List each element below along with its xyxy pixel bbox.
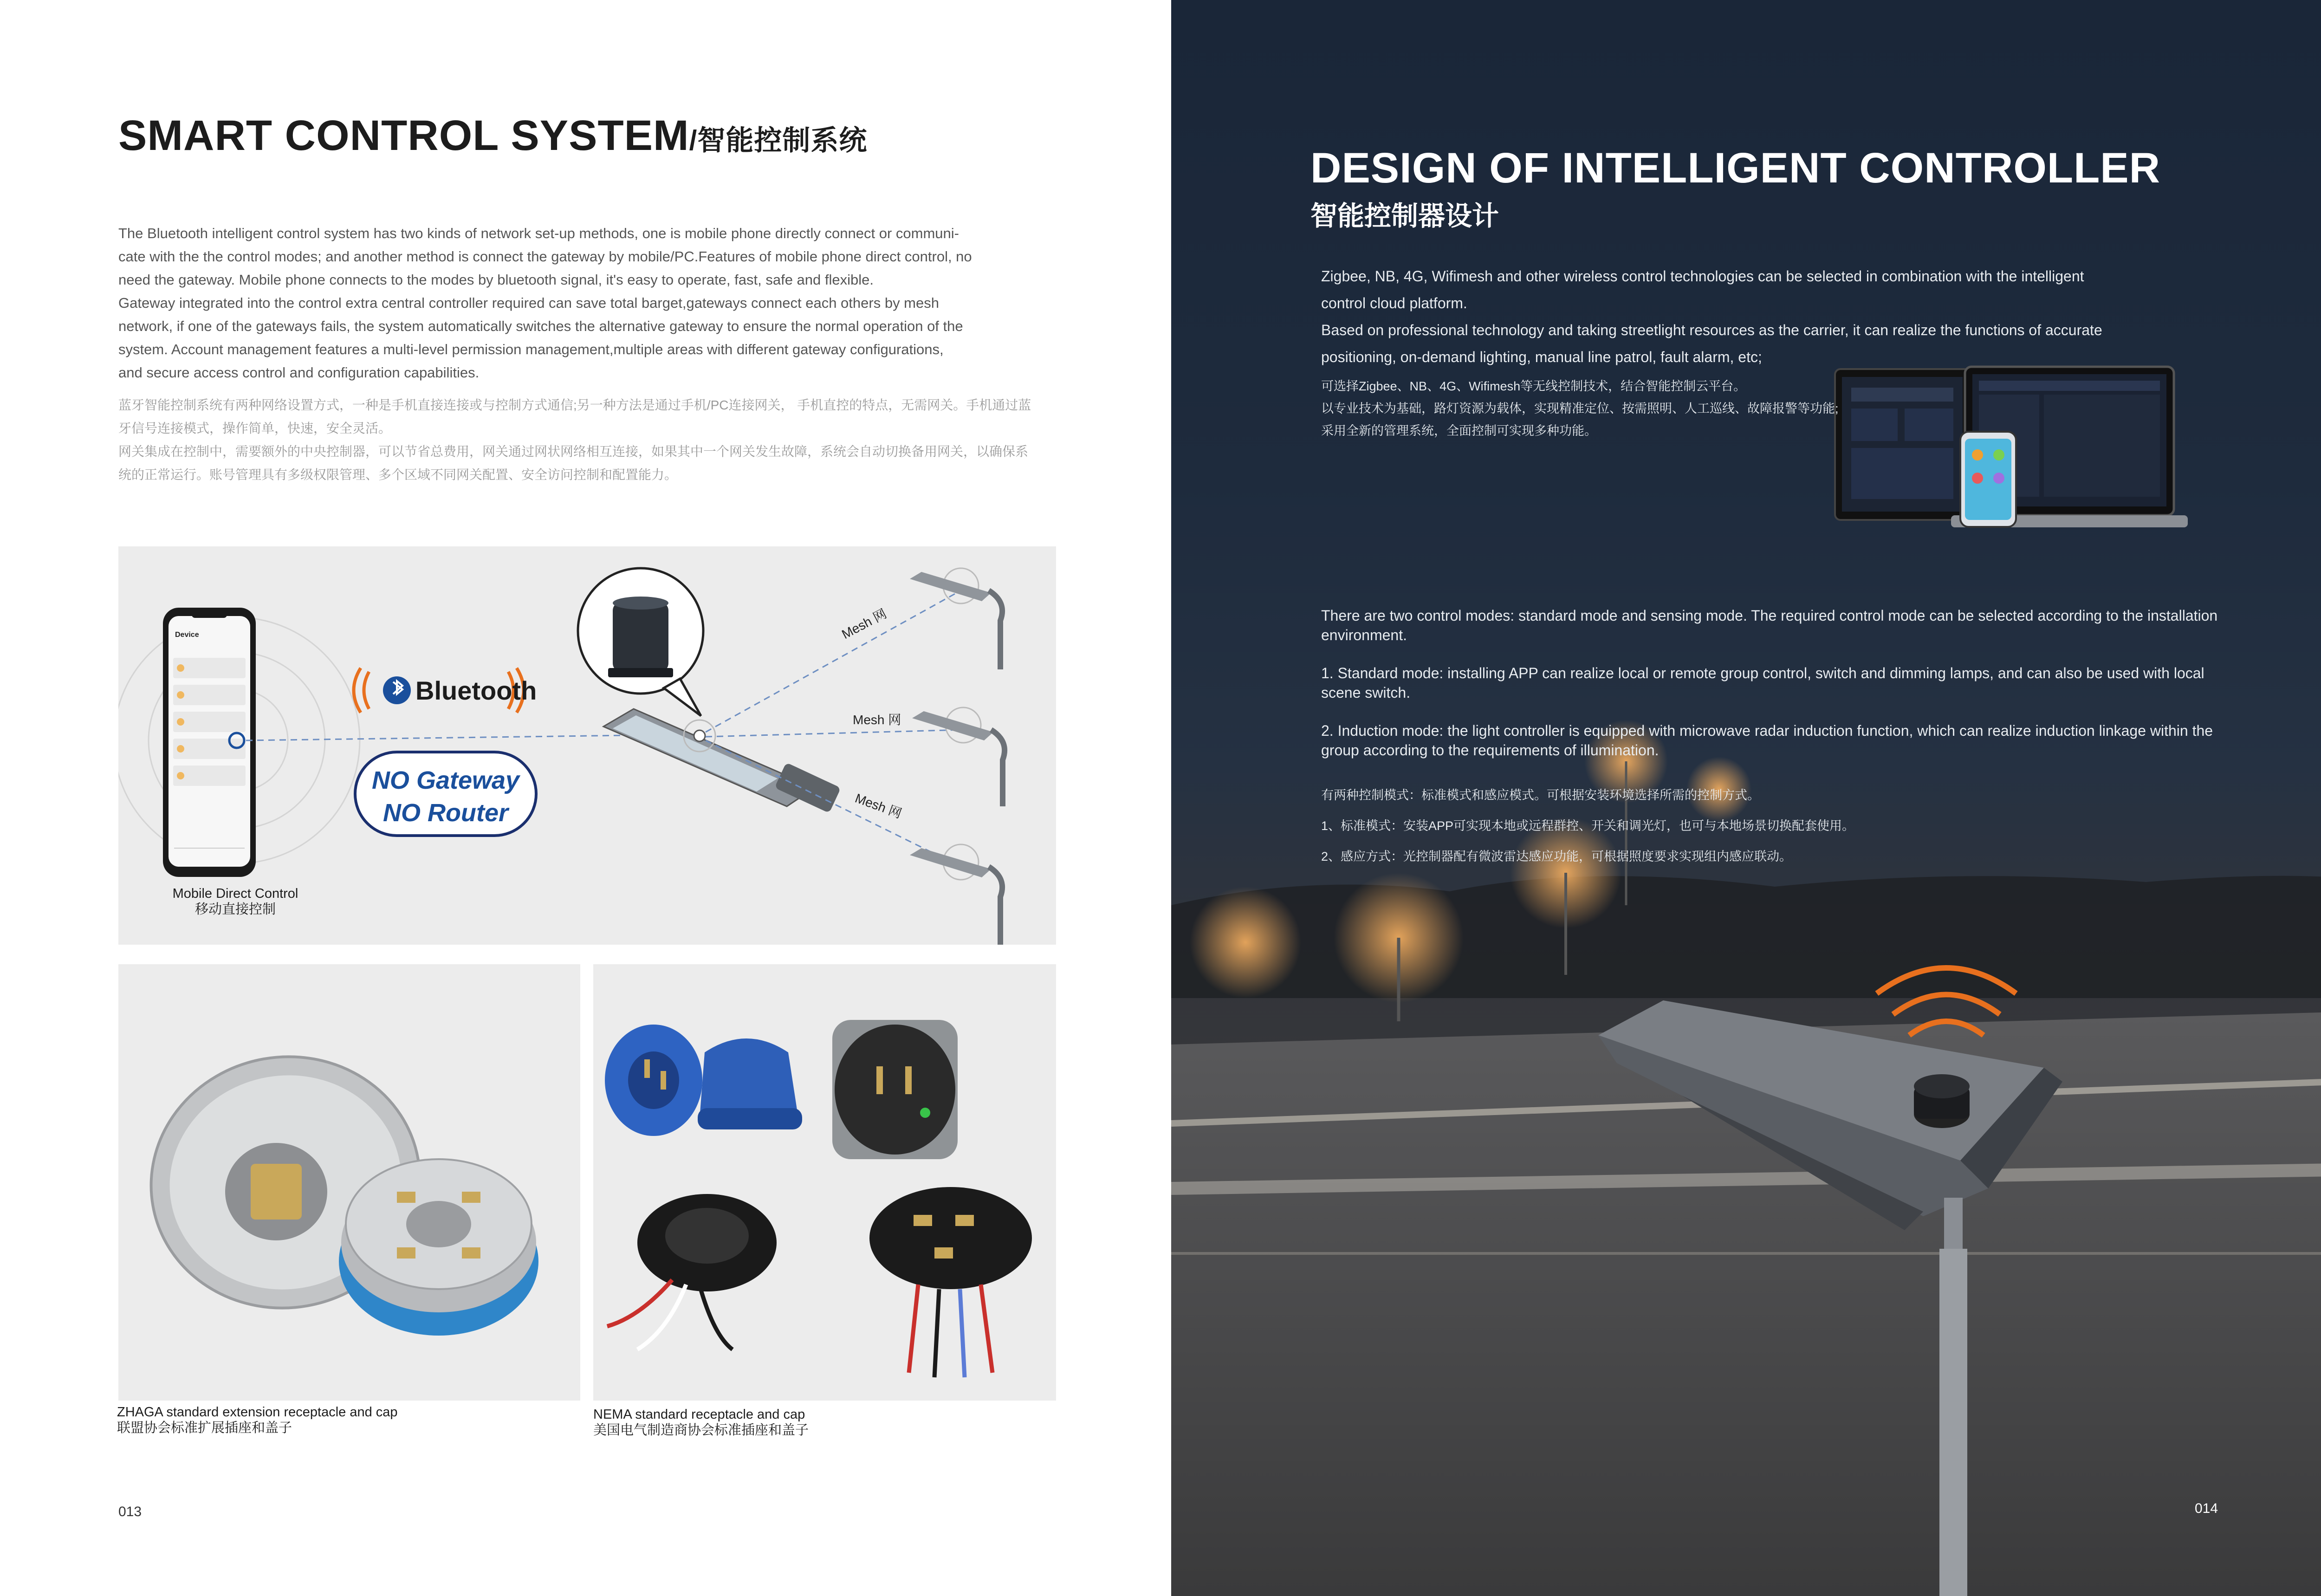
page-number-right: 014	[2195, 1501, 2218, 1516]
platform-intro-cn	[1321, 375, 1906, 442]
platform-intro-en-line: Zigbee, NB, 4G, Wifimesh and other wireless control technologies can be selected in combination with the intelligent	[1321, 268, 2084, 285]
phone-caption	[168, 886, 303, 917]
modes-overview: There are two control modes: standard mode and sensing mode. The required control mode can be selected according to the installation environment.	[1321, 607, 2218, 643]
nema-caption-en: NEMA standard receptacle and cap	[593, 1407, 805, 1422]
control-diagram-panel	[118, 546, 1056, 945]
page-number-left: 013	[118, 1504, 142, 1519]
nema-illustration	[593, 964, 1056, 1401]
nema-panel	[593, 964, 1056, 1401]
intro-cn-line: 牙信号连接模式，操作简单，快速，安全灵活。	[118, 421, 392, 435]
platform-intro-cn-line: 可选择Zigbee、NB、4G、Wifimesh等无线控制技术，结合智能控制云平台。	[1321, 379, 1746, 393]
title-cn: 智能控制系统	[697, 125, 868, 156]
intro-cn	[118, 394, 1056, 487]
intro-en	[118, 222, 1056, 384]
platform-intro-en	[1321, 263, 2217, 370]
control-diagram	[118, 546, 1056, 945]
intro-en-line: system. Account management features a multi-level permission management,multiple areas with different gateway configurations,	[118, 341, 944, 357]
streetlight-middle	[912, 707, 1005, 806]
platform-intro-en-line: Based on professional technology and taking streetlight resources as the carrier, it can realize the functions of accurate	[1321, 322, 2102, 338]
right-page	[1171, 0, 2321, 1596]
platform-intro-cn-line: 以专业技术为基础，路灯资源为载体，实现精准定位、按需照明、人工巡线、故障报警等功能;	[1321, 402, 1839, 415]
intro-en-line: The Bluetooth intelligent control system has two kinds of network set-up methods, one is mobile phone directly connect or communi-	[118, 225, 959, 241]
intro-en-line: cate with the the control modes; and another method is connect the gateway by mobile/PC.Features of mobile phone direct control, no	[118, 248, 972, 265]
intro-cn-line: 统的正常运行。账号管理具有多级权限管理、多个区域不同网关配置、安全访问控制和配置能力。	[118, 467, 678, 482]
intro-en-line: and secure access control and configuration capabilities.	[118, 364, 480, 381]
bluetooth-label: Bluetooth	[415, 676, 537, 705]
right-subtitle: 智能控制器设计	[1310, 201, 1499, 231]
zhaga-panel	[118, 964, 580, 1401]
phone-illustration	[163, 608, 256, 877]
induction-mode: 2. Induction mode: the light controller is equipped with microwave radar induction function, which can realize induction linkage within the group according to the requirements of illumination.	[1321, 722, 2213, 759]
platform-intro-cn-line: 采用全新的管理系统，全面控制可实现多种功能。	[1321, 424, 1597, 438]
phone-caption-cn: 移动直接控制	[194, 902, 276, 917]
nema-caption-cn: 美国电气制造商协会标准插座和盖子	[593, 1423, 809, 1438]
modes-cn-line: 2、感应方式：光控制器配有微波雷达感应功能，可根据照度要求实现组内感应联动。	[1321, 850, 1792, 863]
mesh-label-top: Mesh 网	[839, 606, 889, 642]
main-streetlight	[603, 709, 841, 813]
control-modes-en	[1321, 606, 2226, 779]
intro-cn-line: 网关集成在控制中，需要额外的中央控制器，可以节省总费用，网关通过网状网络相互连接，如果其中一个网关发生故障，系统会自动切换备用网关，以确保系	[118, 444, 1029, 459]
modes-cn-line: 1、标准模式：安装APP可实现本地或远程群控、开关和调光灯，也可与本地场景切换配套使用。	[1321, 819, 1855, 833]
intro-en-line: Gateway integrated into the control extra central controller required can save total barget,gateways connect each others by mesh	[118, 295, 939, 311]
no-router-text: NO Router	[383, 799, 508, 827]
streetlight-top	[910, 568, 1002, 669]
intro-en-line: network, if one of the gateways fails, the system automatically switches the alternative gateway to ensure the normal operation of the	[118, 318, 963, 334]
mesh-label-bottom: Mesh 网	[853, 791, 904, 821]
zhaga-caption-en: ZHAGA standard extension receptacle and cap	[117, 1405, 398, 1420]
phone-caption-en: Mobile Direct Control	[172, 886, 298, 901]
controller-bubble	[578, 568, 703, 716]
platform-intro-en-line: control cloud platform.	[1321, 295, 1467, 311]
phone-screen-title: Device	[175, 631, 199, 639]
platform-intro-en-line: positioning, on-demand lighting, manual line patrol, fault alarm, etc;	[1321, 349, 1762, 365]
title-en: SMART CONTROL SYSTEM	[118, 112, 689, 159]
title-separator: /	[689, 125, 698, 156]
nema-caption	[593, 1407, 809, 1438]
intro-en-line: need the gateway. Mobile phone connects to the modes by bluetooth signal, it's easy to operate, fast, safe and flexible.	[118, 272, 874, 288]
modes-cn-line: 有两种控制模式：标准模式和感应模式。可根据安装环境选择所需的控制方式。	[1321, 788, 1760, 802]
mesh-label-middle: Mesh 网	[853, 713, 901, 727]
right-title: DESIGN OF INTELLIGENT CONTROLLER	[1310, 144, 2161, 192]
zhaga-caption-cn: 联盟协会标准扩展插座和盖子	[117, 1421, 292, 1435]
zhaga-illustration	[118, 964, 580, 1401]
control-modes-cn	[1321, 780, 2226, 872]
no-gateway-text: NO Gateway	[371, 766, 520, 794]
streetlight-bottom	[910, 844, 1002, 945]
bluetooth-badge	[354, 668, 537, 713]
page-title	[118, 111, 867, 160]
intro-cn-line: 蓝牙智能控制系统有两种网络设置方式，一种是手机直接连接或与控制方式通信;另一种方法是通过手机/PC连接网关， 手机直控的特点，无需网关。手机通过蓝	[118, 398, 1031, 412]
zhaga-caption	[117, 1404, 398, 1436]
no-gateway-bubble	[355, 752, 536, 836]
standard-mode: 1. Standard mode: installing APP can realize local or remote group control, switch and dimming lamps, and can also be used with local scene switch.	[1321, 665, 2204, 701]
